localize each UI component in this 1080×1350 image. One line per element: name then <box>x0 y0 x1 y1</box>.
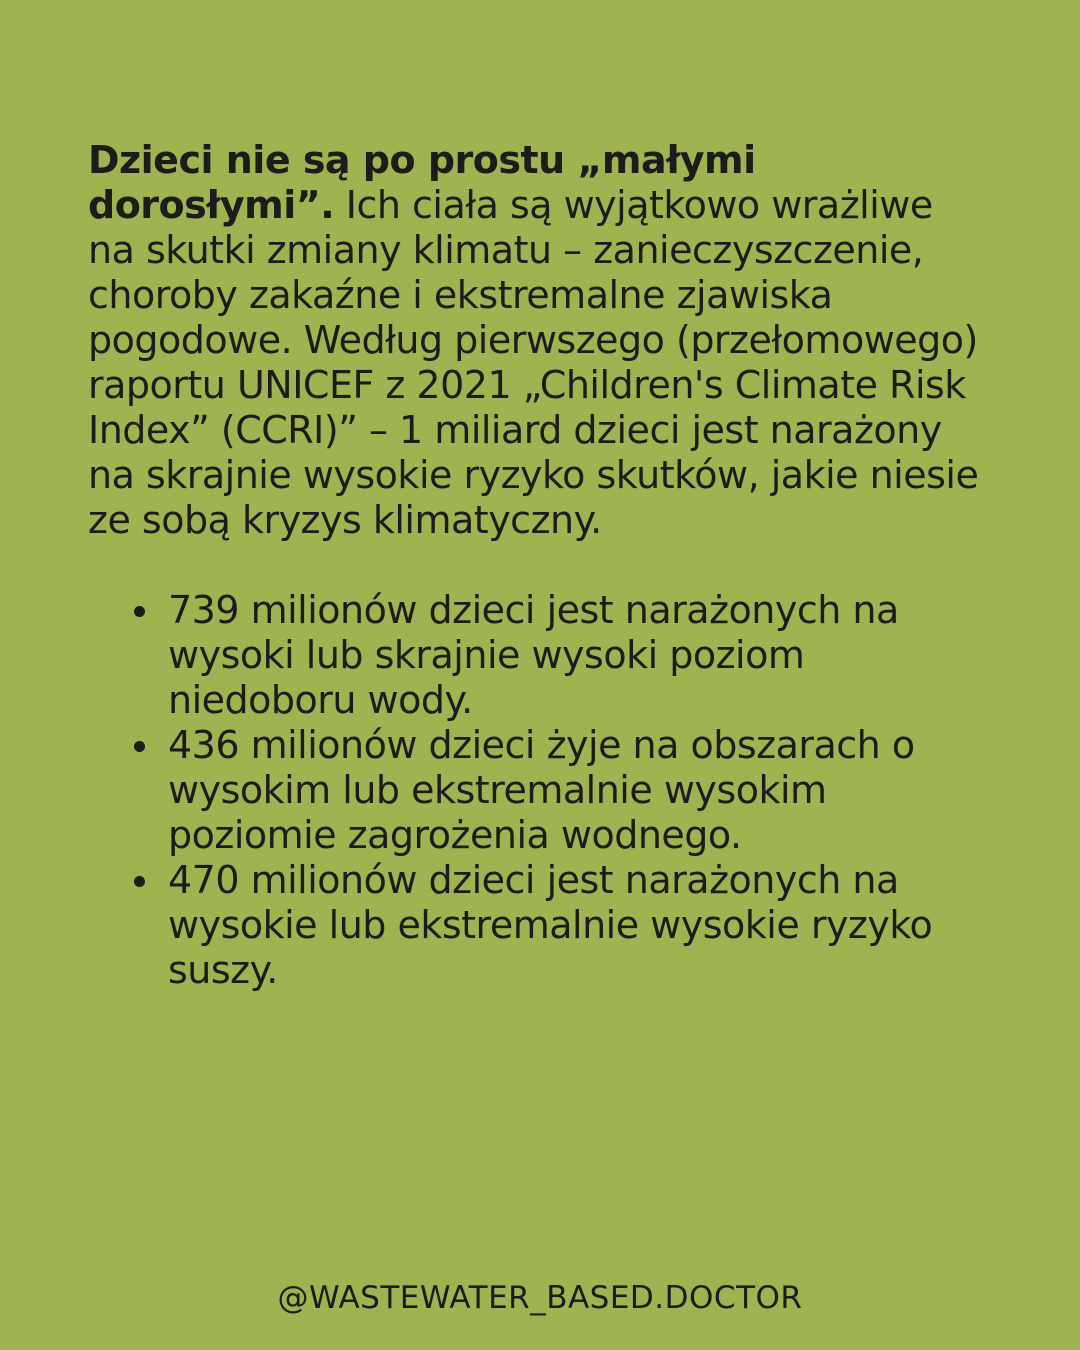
list-item <box>168 723 988 858</box>
fact-text: 436 milionów dzieci żyje na obszarach o wysokim lub ekstremalnie wysokim poziomie zagrożenia wodnego. <box>168 723 915 857</box>
intro-body: Ich ciała są wyjątkowo wrażliwe na skutki zmiany klimatu – zanieczyszczenie, choroby zakaźne i ekstremalne zjawiska pogodowe. Według pierwszego (przełomowego) raportu UNICEF z 2021 „Children's Climate Risk Index” (CCRI)” – 1 miliard dzieci jest narażony na skrajnie wysokie ryzyko skutków, jakie niesie ze sobą kryzys klimatyczny. <box>88 183 979 542</box>
bullet-icon <box>134 876 145 887</box>
main-content <box>88 138 988 993</box>
facts-list <box>88 588 988 993</box>
list-item <box>168 858 988 993</box>
list-item <box>168 588 988 723</box>
footer-handle: @WASTEWATER_BASED.DOCTOR <box>277 1280 803 1316</box>
intro-lead: Dzieci nie są po prostu „małymi dorosłymi”. <box>88 138 756 227</box>
intro-paragraph <box>88 138 988 543</box>
fact-text: 470 milionów dzieci jest narażonych na wysokie lub ekstremalnie wysokie ryzyko suszy. <box>168 858 933 992</box>
bullet-icon <box>134 606 145 617</box>
bullet-icon <box>134 741 145 752</box>
fact-text: 739 milionów dzieci jest narażonych na wysoki lub skrajnie wysoki poziom niedoboru wody. <box>168 588 899 722</box>
